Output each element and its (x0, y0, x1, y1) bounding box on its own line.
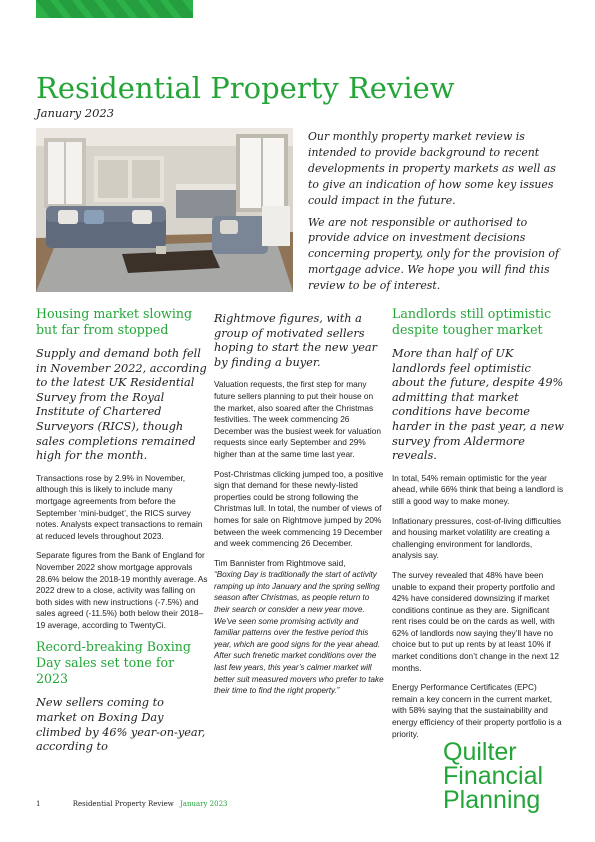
body-paragraph: Tim Bannister from Rightmove said, (214, 557, 346, 568)
logo-line-1: Quilter (443, 738, 517, 766)
lead-paragraph-continued: Rightmove figures, with a group of motivated sellers hoping to start the new year by finding a buyer. (214, 312, 378, 369)
body-paragraph: In total, 54% remain optimistic for the year ahead, while 66% think that being a landlord is still a good way to make money. (392, 472, 564, 506)
body-paragraph: The survey revealed that 48% have been unable to expand their property portfolio and 42% have considered downsizing if market conditions continue as they are. Significant rent rises could be on the cards as well, with 62% of landlords now saying they’ll have no choice but to put up rents by at least 10% if market conditions don’t change in the next 12 months. (392, 569, 559, 673)
column-2 (214, 312, 386, 697)
lead-paragraph-housing-market: Supply and demand both fell in November 2022, according to the latest UK Residential Survey from the Royal Institute of Chartered Surveyors (RICS), though sales completions remained high for the month. (36, 347, 207, 463)
lead-paragraph-boxing-day: New sellers coming to market on Boxing Day climbed by 46% year-on-year, according to (36, 696, 206, 754)
column-1 (36, 306, 208, 764)
quilter-financial-planning-logo (443, 740, 573, 812)
issue-date: January 2023 (36, 106, 115, 120)
footer-doc-name: Residential Property Review (72, 800, 174, 808)
body-paragraph: Post-Christmas clicking jumped too, a positive sign that demand for these newly-listed properties could be strong following the Christmas lull. In total, the number of views of homes for sale on Rightmove jumped by 20% between the week commencing 19 December and week commencing 26 December. (214, 468, 384, 549)
lead-paragraph-landlords: More than half of UK landlords feel optimistic about the future, despite 49% admitting that market conditions have become harder in the past year, a new survey from Aldermore reveals. (392, 347, 564, 463)
logo-line-3: Planning (443, 786, 541, 814)
intro-text (308, 129, 561, 300)
column-3 (392, 306, 564, 748)
section-heading-landlords: Landlords still optimistic despite tougher market (392, 306, 552, 337)
footer-date: January 2023 (179, 800, 228, 808)
body-paragraph: Transactions rose by 2.9% in November, although this is likely to include many mortgage agreements from before the September ‘mini-budget’, the RICS survey notes. Analysts expect transactions to remain at reduced levels throughout 2023. (36, 472, 203, 541)
chevron-pattern-graphic (36, 0, 193, 18)
body-paragraph: Valuation requests, the first step for many future sellers planning to put their house on the market, also soared after the Christmas festivities. The week commencing 26 December was the busiest week for valuation requests since early September and 29% higher than at the same time last year. (214, 379, 381, 459)
body-paragraph: Separate figures from the Bank of England for November 2022 show mortgage approvals 28.6% below the 2018-19 monthly average. As 2022 drew to a close, activity was falling on both sides with new instructions (-7.5%) and sales agreed (-11.5%) both below their 2018–19 average, according to TwentyCi. (36, 550, 208, 630)
living-room-photo (36, 128, 293, 292)
body-paragraph: Energy Performance Certificates (EPC) remain a key concern in the current market, with 58% saying that the sustainability and energy efficiency of their property portfolio is a priority. (392, 682, 562, 739)
section-heading-boxing-day: Record-breaking Boxing Day sales set tone for 2023 (36, 639, 191, 687)
header-pattern-bar (36, 0, 193, 18)
page-number: 1 (36, 800, 41, 808)
body-paragraph: Inflationary pressures, cost-of-living difficulties and housing market volatility are creating a challenging environment for landlords, analysis say. (392, 515, 562, 561)
quote-paragraph: “Boxing Day is traditionally the start of activity ramping up into January and the spring selling season after Christmas, as people return to their search or consider a new year move. We’ve seen some promising activity and familiar patterns over the festive period this year, which are good signs for the year ahead. After such frenetic market conditions over the last few years, this year’s calmer market will better suit measured movers who prefer to take their time to find the right property.” (214, 570, 384, 696)
section-heading-housing-market: Housing market slowing but far from stopped (36, 306, 193, 337)
logo-line-2: Financial (443, 762, 544, 790)
page-title: Residential Property Review (36, 71, 455, 106)
intro-paragraph-2: We are not responsible or authorised to provide advice on investment decisions concerning property, only for the provision of mortgage advice. We hope you will find this review to be of interest. (308, 215, 560, 293)
intro-paragraph-1: Our monthly property market review is intended to provide background to recent developments in property markets as well as to give an indication of how some key issues could impact in the future. (308, 130, 556, 207)
page-footer (36, 800, 258, 808)
